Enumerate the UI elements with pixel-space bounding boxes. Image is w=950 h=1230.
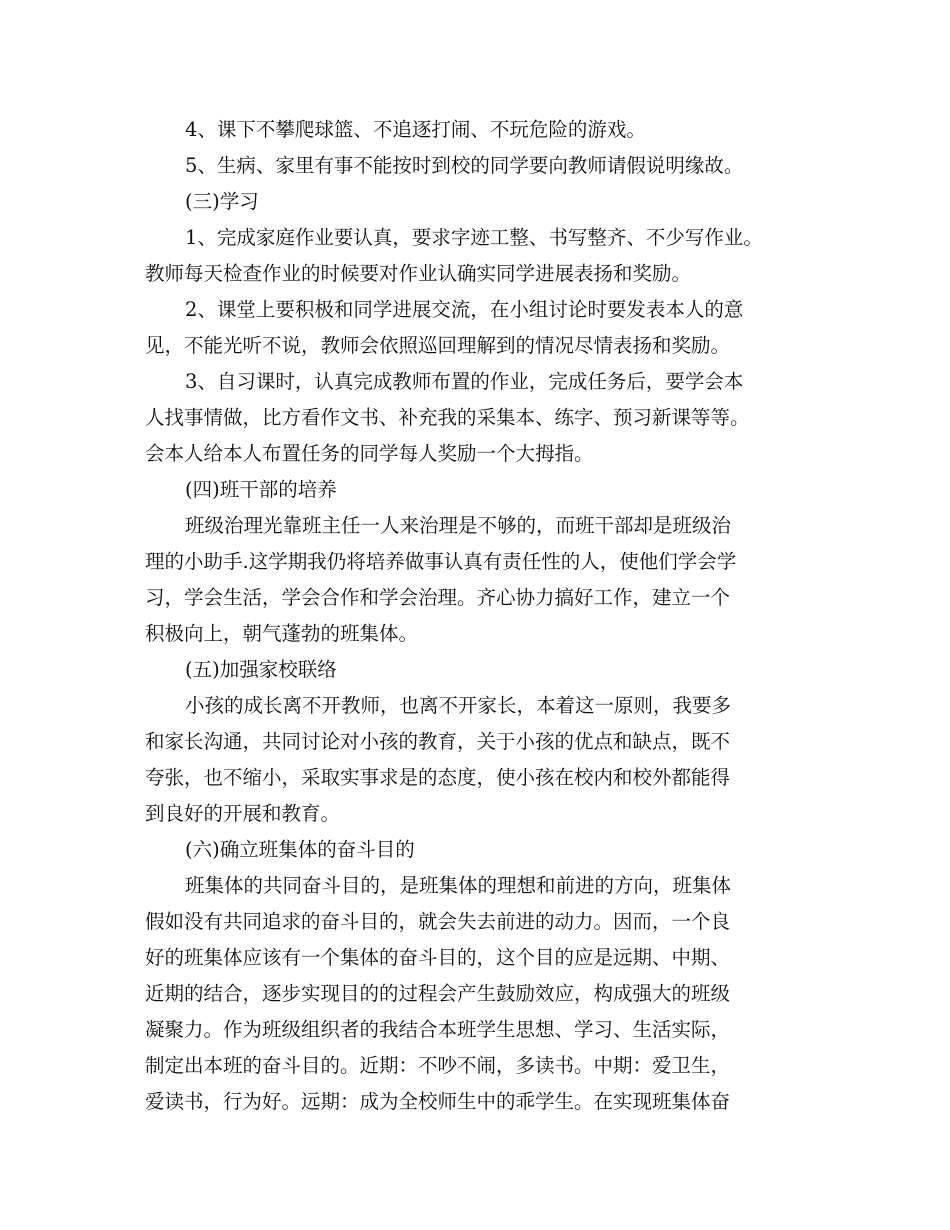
text-line: 积极向上，朝气蓬勃的班集体。 (145, 622, 419, 645)
text-line: 班级治理光靠班主任一人来治理是不够的，而班干部却是班级治 (185, 514, 732, 537)
text-line: 3、自习课时，认真完成教师布置的作业，完成任务后，要学会本 (185, 370, 744, 393)
text-line: 近期的结合，逐步实现目的的过程会产生鼓励效应，构成强大的班级 (145, 982, 731, 1005)
text-line: 1、完成家庭作业要认真，要求字迹工整、书写整齐、不少写作业。 (185, 226, 763, 249)
section-heading-5: (五)加强家校联络 (185, 658, 337, 681)
text-line: 爱读书，行为好。远期：成为全校师生中的乖学生。在实现班集体奋 (145, 1090, 731, 1113)
text-line: 理的小助手.这学期我仍将培养做事认真有责任性的人，使他们学会学 (145, 550, 737, 573)
text-line: 到良好的开展和教育。 (145, 802, 341, 825)
text-line: 好的班集体应该有一个集体的奋斗目的，这个目的应是远期、中期、 (145, 946, 731, 969)
text-line: 制定出本班的奋斗目的。近期：不吵不闹，多读书。中期：爱卫生， (145, 1054, 731, 1077)
text-line: 2、课堂上要积极和同学进展交流，在小组讨论时要发表本人的意 (185, 298, 744, 321)
text-line: 见，不能光听不说，教师会依照巡回理解到的情况尽情表扬和奖励。 (145, 334, 731, 357)
text-line: 和家长沟通，共同讨论对小孩的教育，关于小孩的优点和缺点，既不 (145, 730, 731, 753)
text-line: 夸张，也不缩小，采取实事求是的态度，使小孩在校内和校外都能得 (145, 766, 731, 789)
text-line: 习，学会生活，学会合作和学会治理。齐心协力搞好工作，建立一个 (145, 586, 731, 609)
text-line: 4、课下不攀爬球篮、不追逐打闹、不玩危险的游戏。 (185, 118, 646, 141)
text-line: 小孩的成长离不开教师，也离不开家长，本着这一原则，我要多 (185, 694, 732, 717)
section-heading-6: (六)确立班集体的奋斗目的 (185, 838, 415, 861)
text-line: 人找事情做，比方看作文书、补充我的采集本、练字、预习新课等等。 (145, 406, 750, 429)
text-line: 凝聚力。作为班级组织者的我结合本班学生思想、学习、生活实际， (145, 1018, 731, 1041)
text-line: 教师每天检查作业的时候要对作业认确实同学进展表扬和奖励。 (145, 262, 692, 285)
text-line: 班集体的共同奋斗目的，是班集体的理想和前进的方向，班集体 (185, 874, 732, 897)
text-line: 5、生病、家里有事不能按时到校的同学要向教师请假说明缘故。 (185, 154, 744, 177)
text-line: 会本人给本人布置任务的同学每人奖励一个大拇指。 (145, 442, 594, 465)
section-heading-3: (三)学习 (185, 190, 259, 213)
section-heading-4: (四)班干部的培养 (185, 478, 337, 501)
text-line: 假如没有共同追求的奋斗目的，就会失去前进的动力。因而，一个良 (145, 910, 731, 933)
